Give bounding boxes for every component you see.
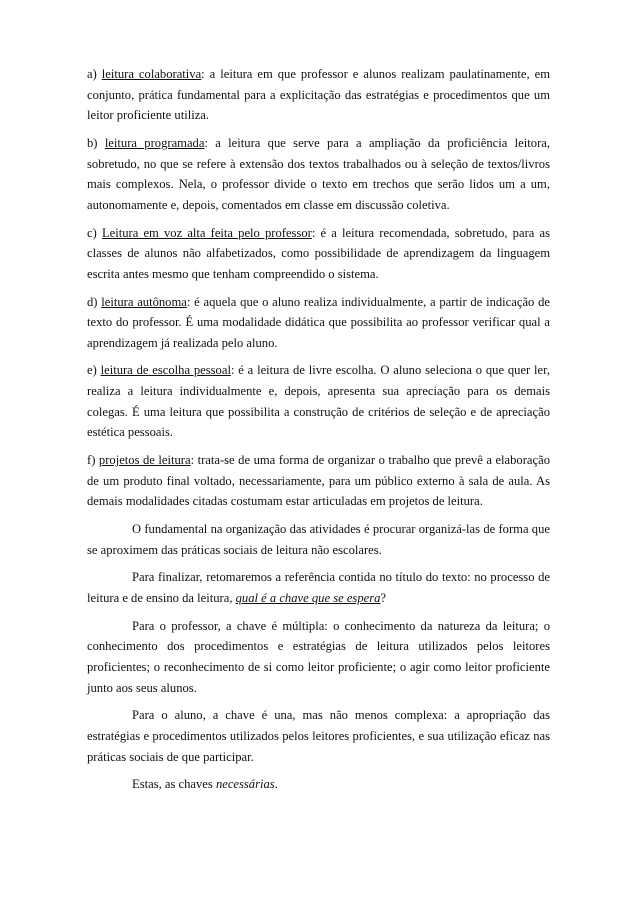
body-text: .	[274, 777, 278, 792]
item-prefix: d)	[87, 294, 102, 309]
item-text: : a leitura que serve para a ampliação da proficiência leitora, sobretudo, no que se refere à extensão dos textos trabalhados ou à seleção de textos/livros mais complexos. Nela, o professor divide o texto em trechos que serão lidos um a um, autonomamente e, depois, comentados em classe em discussão coletiva.	[87, 135, 550, 212]
item-term: leitura colaborativa	[101, 67, 202, 81]
list-item	[87, 64, 550, 126]
item-term: leitura autônoma	[101, 294, 187, 309]
item-term: leitura programada	[104, 135, 205, 150]
item-term: projetos de leitura	[98, 453, 191, 468]
item-term: leitura de escolha pessoal	[100, 363, 231, 378]
body-paragraph: Para o aluno, a chave é una, mas não menos complexa: a apropriação das estratégias e procedimentos utilizados pelos leitores proficientes, e sua utilização eficaz nas práticas sociais de que participar.	[87, 708, 550, 764]
list-item	[87, 133, 550, 215]
item-prefix: a)	[87, 67, 102, 81]
list-item	[87, 360, 550, 442]
body-text: Estas, as chaves	[132, 777, 216, 792]
body-text: Para finalizar, retomaremos a referência contida no título do texto: no processo de leitura e de ensino da leitura,	[87, 570, 550, 605]
body-text: ?	[380, 590, 386, 605]
body-paragraph	[87, 774, 550, 795]
body-paragraph: Para o professor, a chave é múltipla: o conhecimento da natureza da leitura; o conhecimento dos procedimentos e estratégias de leitura utilizados pelos leitores proficientes; o reconhecimento de si como leitor proficiente; o agir como leitor proficiente junto aos seus alunos.	[87, 618, 550, 695]
item-prefix: e)	[87, 363, 101, 378]
document-page	[87, 64, 550, 802]
item-text: : é a leitura recomendada, sobretudo, para as classes de alunos não alfabetizados, como possibilidade de aprendizagem da linguagem escrita antes mesmo que tenham compreendido o sistema.	[87, 225, 550, 281]
item-prefix: b)	[87, 135, 105, 150]
body-paragraph: O fundamental na organização das atividades é procurar organizá-las de forma que se aproximem das práticas sociais de leitura não escolares.	[87, 522, 550, 557]
list-item	[87, 450, 550, 512]
item-text: : é a leitura de livre escolha. O aluno seleciona o que quer ler, realiza a leitura individualmente e, depois, apresenta sua apreciação para os demais colegas. É uma leitura que possibilita a construção de critérios de seleção e de apreciação estética pessoais.	[87, 363, 550, 440]
body-paragraph	[87, 567, 550, 608]
item-prefix: f)	[87, 453, 99, 468]
list-item	[87, 223, 550, 285]
item-term: Leitura em voz alta feita pelo professor	[101, 225, 312, 240]
list-item	[87, 292, 550, 354]
item-text: : trata-se de uma forma de organizar o trabalho que prevê a elaboração de um produto final voltado, necessariamente, para um público externo à sala de aula. As demais modalidades citadas costumam estar articuladas em projetos de leitura.	[87, 453, 550, 509]
item-text: : a leitura em que professor e alunos realizam paulatinamente, em conjunto, prática fundamental para a explicitação das estratégias e procedimentos que um leitor proficiente utiliza.	[87, 67, 550, 123]
body-emphasis: necessárias	[215, 777, 275, 792]
body-emphasis: qual é a chave que se espera	[235, 590, 381, 605]
item-prefix: c)	[87, 225, 102, 240]
item-text: : é aquela que o aluno realiza individualmente, a partir de indicação de texto do professor. É uma modalidade didática que possibilita ao professor verificar qual a aprendizagem já realizada pelo aluno.	[87, 294, 550, 350]
